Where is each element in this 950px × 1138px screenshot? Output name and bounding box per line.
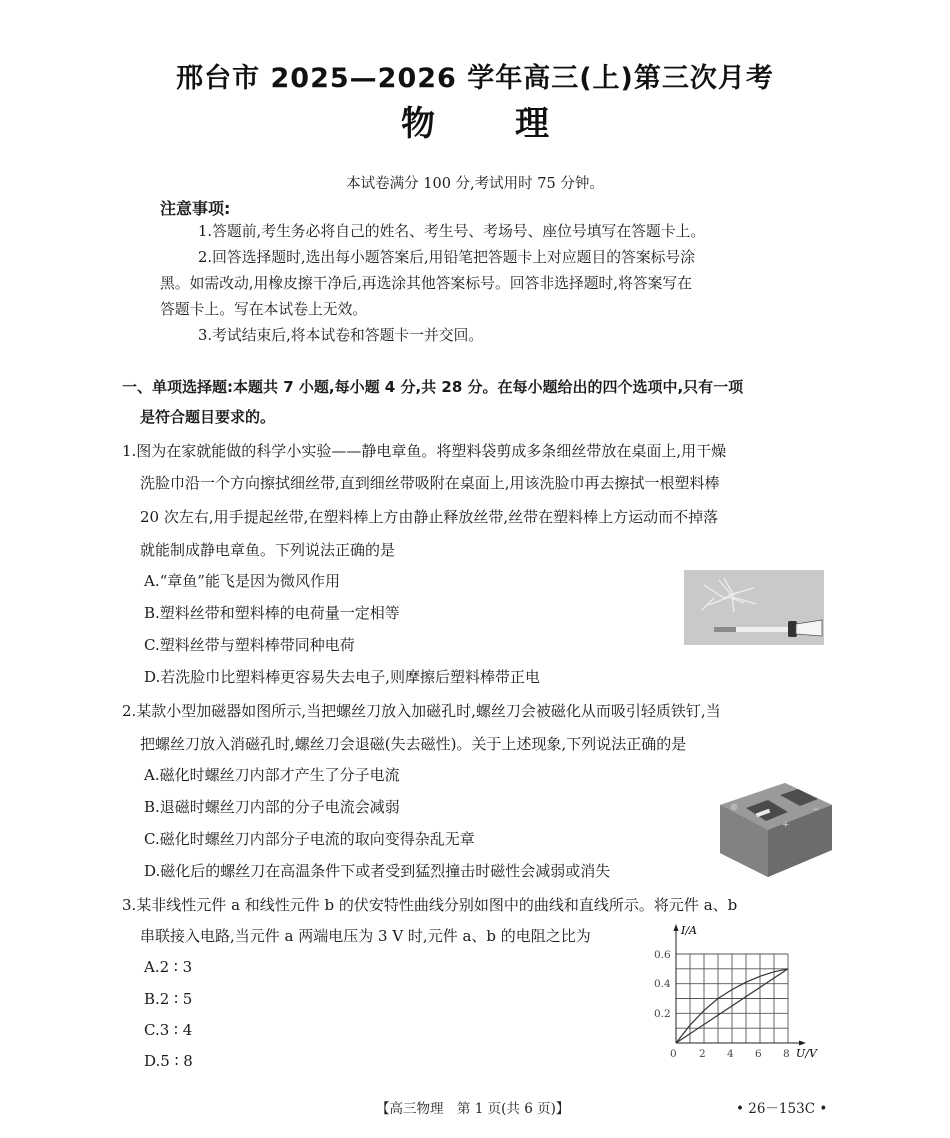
subject-title (0, 96, 950, 145)
q2-option-c[interactable]: C.磁化时螺丝刀内部分子电流的取向变得杂乱无章 (144, 830, 475, 848)
q2-option-d[interactable]: D.磁化后的螺丝刀在高温条件下或者受到猛烈撞击时磁性会减弱或消失 (144, 862, 611, 880)
y-axis-arrow-icon (674, 924, 679, 931)
x-axis-label: U/V (796, 1047, 817, 1060)
y-tick-0-4: 0.4 (654, 978, 671, 990)
note-2-cont2: 答题卡上。写在本试卷上无效。 (160, 301, 368, 318)
q3-line-1: 3.某非线性元件 a 和线性元件 b 的伏安特性曲线分别如图中的曲线和直线所示。将元件 a、b (122, 896, 738, 914)
note-2: 2.回答选择题时,选出每小题答案后,用铅笔把答题卡上对应题目的答案标号涂 (198, 249, 696, 266)
footer-code: • 26－153C • (736, 1101, 828, 1117)
note-1: 1.答题前,考生务必将自己的姓名、考生号、考场号、座位号填写在答题卡上。 (198, 223, 706, 240)
origin-label: 0 (670, 1048, 677, 1060)
q1-option-c[interactable]: C.塑料丝带与塑料棒带同种电荷 (144, 636, 355, 654)
minus-mark: − (812, 805, 820, 815)
magnetizer-photo (710, 765, 835, 880)
iv-graph (650, 920, 840, 1065)
exam-meta: 本试卷满分 100 分,考试用时 75 分钟。 (346, 176, 604, 192)
y-tick-0-2: 0.2 (654, 1008, 671, 1020)
octopus-photo (684, 570, 824, 645)
q3-option-d[interactable]: D.5 ∶ 8 (144, 1052, 193, 1070)
section-heading-cont: 是符合题目要求的。 (140, 408, 276, 426)
notes-heading: 注意事项: (160, 199, 231, 218)
q3-option-c[interactable]: C.3 ∶ 4 (144, 1021, 193, 1039)
q2-option-a[interactable]: A.磁化时螺丝刀内部才产生了分子电流 (144, 766, 400, 784)
section-heading: 一、单项选择题:本题共 7 小题,每小题 4 分,共 28 分。在每小题给出的四个选项中,只有一项 (122, 378, 744, 396)
q1-line-2: 洗脸巾沿一个方向擦拭细丝带,直到细丝带吸附在桌面上,用该洗脸巾再去擦拭一根塑料棒 (140, 474, 720, 492)
y-tick-0-6: 0.6 (654, 949, 671, 961)
note-3: 3.考试结束后,将本试卷和答题卡一并交回。 (198, 327, 484, 344)
footer-page-info: 【高三物理 第 1 页(共 6 页)】 (376, 1101, 570, 1117)
q1-option-b[interactable]: B.塑料丝带和塑料棒的电荷量一定相等 (144, 604, 400, 622)
q3-option-b[interactable]: B.2 ∶ 5 (144, 990, 193, 1008)
q2-option-b[interactable]: B.退磁时螺丝刀内部的分子电流会减弱 (144, 798, 400, 816)
q3-option-a[interactable]: A.2 ∶ 3 (144, 958, 193, 976)
q2-line-2: 把螺丝刀放入消磁孔时,螺丝刀会退磁(失去磁性)。关于上述现象,下列说法正确的是 (140, 735, 687, 753)
q1-line-3: 20 次左右,用手提起丝带,在塑料棒上方由静止释放丝带,丝带在塑料棒上方运动而不掉落 (140, 508, 719, 526)
q2-line-1: 2.某款小型加磁器如图所示,当把螺丝刀放入加磁孔时,螺丝刀会被磁化从而吸引轻质铁钉,当 (122, 702, 721, 720)
exam-title: 邢台市 2025—2026 学年高三(上)第三次月考 (176, 63, 774, 94)
q1-option-d[interactable]: D.若洗脸巾比塑料棒更容易失去电子,则摩擦后塑料棒带正电 (144, 668, 541, 686)
x-axis-arrow-icon (799, 1041, 806, 1046)
q3-line-2: 串联接入电路,当元件 a 两端电压为 3 V 时,元件 a、b 的电阻之比为 (140, 927, 591, 945)
x-tick-6: 6 (755, 1048, 762, 1060)
x-tick-4: 4 (727, 1048, 734, 1060)
x-tick-8: 8 (783, 1048, 790, 1060)
y-axis-label: I/A (681, 924, 697, 937)
q1-option-a[interactable]: A.“章鱼”能飞是因为微风作用 (144, 572, 340, 590)
q1-line-1: 1.图为在家就能做的科学小实验——静电章鱼。将塑料袋剪成多条细丝带放在桌面上,用干燥 (122, 442, 727, 460)
q1-line-4: 就能制成静电章鱼。下列说法正确的是 (140, 541, 396, 559)
note-2-cont: 黑。如需改动,用橡皮擦干净后,再选涂其他答案标号。回答非选择题时,将答案写在 (160, 275, 693, 292)
subject-char-1: 物 (401, 104, 435, 144)
plus-mark: + (782, 820, 790, 830)
x-tick-2: 2 (699, 1048, 706, 1060)
subject-char-2: 理 (515, 104, 549, 144)
